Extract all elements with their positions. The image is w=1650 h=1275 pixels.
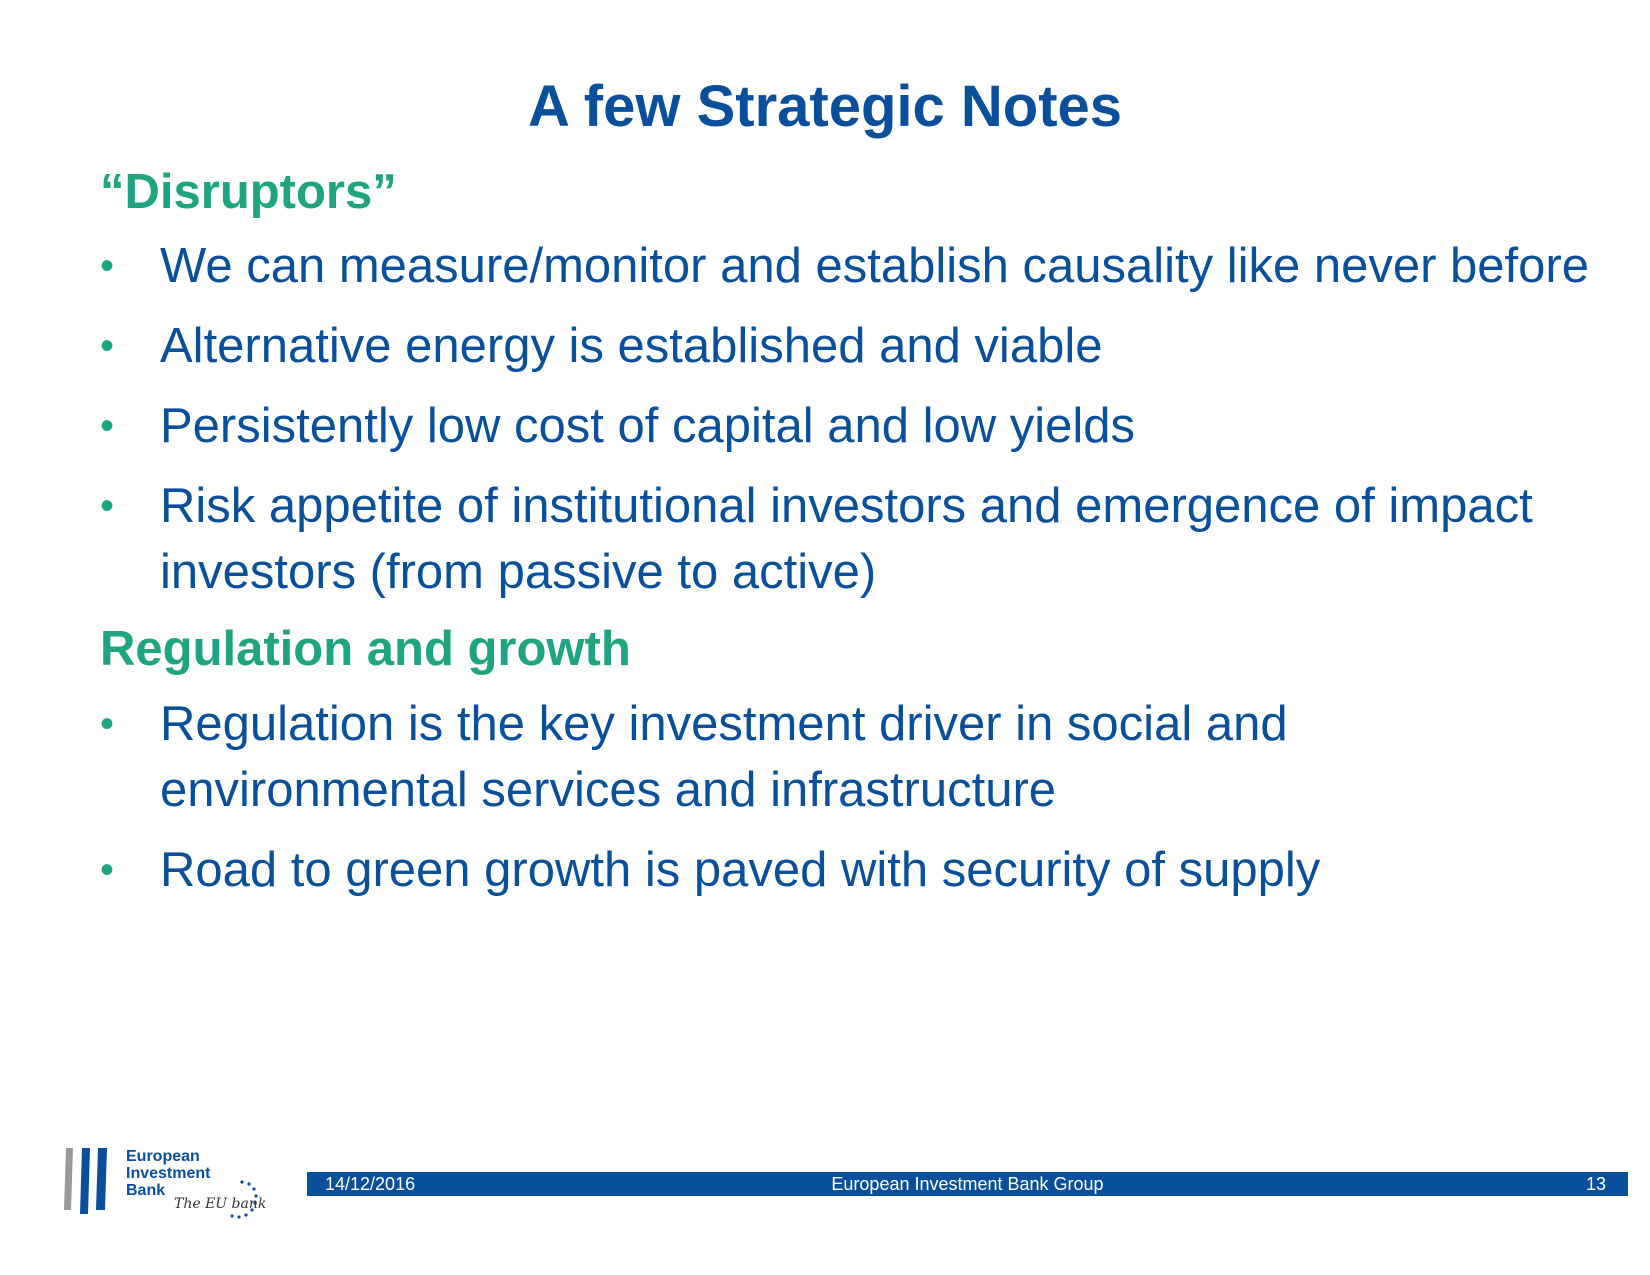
bullet-icon: • <box>100 701 115 746</box>
logo-line-3: Bank <box>126 1182 166 1199</box>
eib-logo <box>62 1148 272 1228</box>
bullet-item <box>100 691 1600 823</box>
eib-logo-text <box>126 1148 210 1199</box>
bullet-text: Alternative energy is established and viable <box>160 319 1103 374</box>
logo-tagline: The EU bank <box>174 1196 267 1212</box>
bullet-icon: • <box>100 484 115 529</box>
bullet-text: We can measure/monitor and establish causality like never before <box>160 239 1589 294</box>
section-heading-disruptors: “Disruptors” <box>100 165 397 219</box>
bullet-icon: • <box>100 324 115 369</box>
eib-logo-bars-icon <box>62 1148 122 1218</box>
disruptors-bullet-list <box>100 233 1600 605</box>
bullet-item <box>100 473 1600 605</box>
logo-line-2: Investment <box>126 1165 211 1182</box>
section-heading-regulation: Regulation and growth <box>100 622 631 677</box>
footer-bar <box>307 1172 1628 1196</box>
bullet-text: Regulation is the key investment driver in social and environmental services and infrastructure <box>160 696 1288 817</box>
bullet-item <box>100 837 1600 903</box>
bullet-icon: • <box>100 847 115 892</box>
footer-date: 14/12/2016 <box>325 1174 416 1194</box>
bullet-text: Risk appetite of institutional investors and emergence of impact investors (from passive to active) <box>160 479 1533 600</box>
bullet-text: Persistently low cost of capital and low yields <box>160 399 1135 454</box>
bullet-text: Road to green growth is paved with security of supply <box>160 842 1321 897</box>
regulation-bullet-list <box>100 691 1600 903</box>
bullet-icon: • <box>100 244 115 289</box>
bullet-item <box>100 233 1600 299</box>
bullet-icon: • <box>100 404 115 449</box>
footer-page-number: 13 <box>1585 1174 1606 1194</box>
footer-organization: European Investment Bank Group <box>831 1174 1104 1194</box>
slide-content <box>100 162 1600 917</box>
slide-title: A few Strategic Notes <box>527 74 1123 139</box>
logo-line-1: European <box>126 1148 200 1165</box>
bullet-item <box>100 393 1600 459</box>
bullet-item <box>100 313 1600 379</box>
